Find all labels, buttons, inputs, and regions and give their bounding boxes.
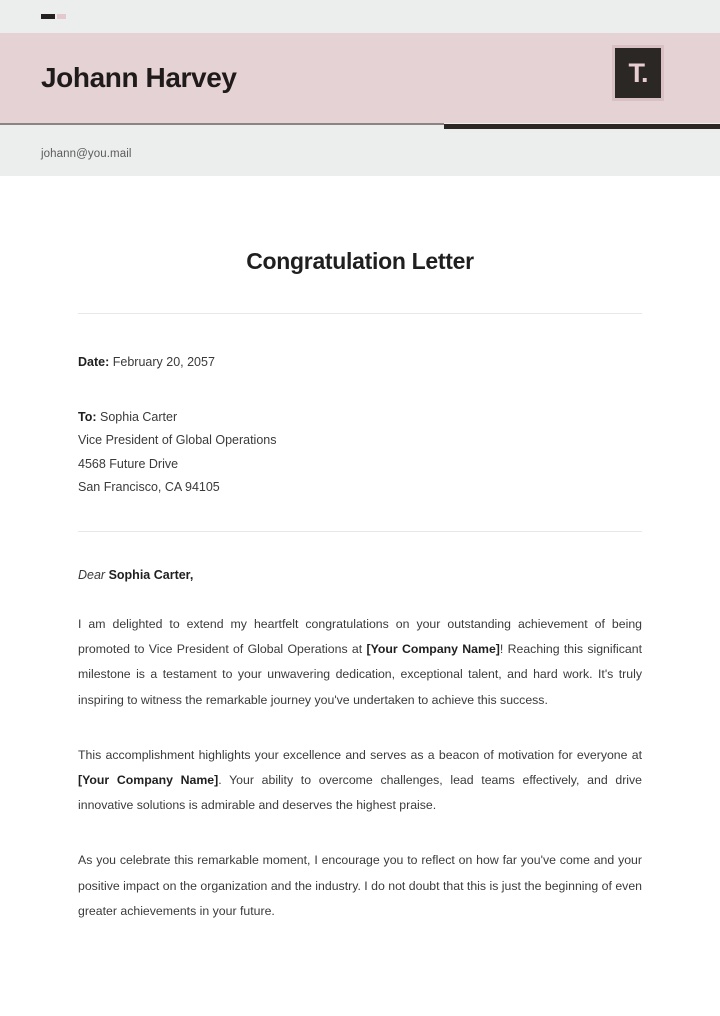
recipient-block (78, 406, 642, 499)
recipient-divider (78, 531, 642, 532)
letterhead-divider (0, 123, 720, 132)
letterhead-top-strip (0, 0, 720, 33)
paragraph-1-part1: I am delighted to extend my heartfelt congratulations on your outstanding achievement of being promoted to Vice President of Global Operations at (78, 617, 642, 657)
paragraph-1 (78, 612, 642, 713)
recipient-name: Sophia Carter (100, 410, 178, 424)
paragraph-2-part2: . Your ability to overcome challenges, lead teams effectively, and drive innovative solutions is admirable and deserves the highest praise. (78, 773, 643, 813)
salutation-name: Sophia Carter, (108, 568, 194, 582)
brand-logo (612, 45, 664, 101)
salutation (78, 568, 642, 582)
date-label: Date: (78, 355, 110, 369)
date-line (78, 352, 642, 372)
page-title: Congratulation Letter (246, 248, 474, 274)
letterhead (0, 0, 720, 176)
letterhead-name-band (0, 33, 720, 123)
recipient-city: San Francisco, CA 94105 (78, 479, 220, 494)
sender-email: johann@you.mail (41, 148, 132, 160)
divider-thin-segment (0, 123, 454, 125)
paragraph-3-part1: As you celebrate this remarkable moment, I encourage you to reflect on how far you've come and your positive impact on the organization and the industry. I do not doubt that this is just the beginning of even greater achievements in your future. (78, 853, 642, 918)
corner-marker (41, 14, 66, 19)
recipient-title: Vice President of Global Operations (78, 433, 277, 448)
paragraph-2-bold: [Your Company Name] (78, 773, 219, 788)
marker-dark-dash-icon (41, 14, 55, 19)
letter-body (0, 176, 720, 924)
logo-monogram-icon: T. (628, 57, 648, 88)
date-value: February 20, 2057 (112, 355, 215, 369)
letterhead-contact-band (0, 132, 720, 176)
to-label: To: (78, 410, 97, 424)
title-divider (78, 313, 642, 314)
recipient-name-line (78, 406, 642, 429)
marker-pink-dash-icon (57, 14, 66, 19)
paragraph-2-part1: This accomplishment highlights your excellence and serves as a beacon of motivation for everyone at (78, 747, 642, 762)
paragraph-1-bold: [Your Company Name] (366, 642, 500, 657)
paragraph-2 (78, 743, 642, 819)
divider-thick-segment (444, 123, 720, 129)
salutation-prefix: Dear (78, 568, 109, 582)
paragraph-3 (78, 848, 642, 924)
paragraph-1-part2: ! Reaching this significant milestone is a testament to your unwavering dedication, exceptional talent, and hard work. It's truly inspiring to witness the remarkable journey you've undertaken to achieve this success. (78, 642, 642, 707)
recipient-street: 4568 Future Drive (78, 456, 179, 471)
sender-name: Johann Harvey (41, 62, 237, 93)
